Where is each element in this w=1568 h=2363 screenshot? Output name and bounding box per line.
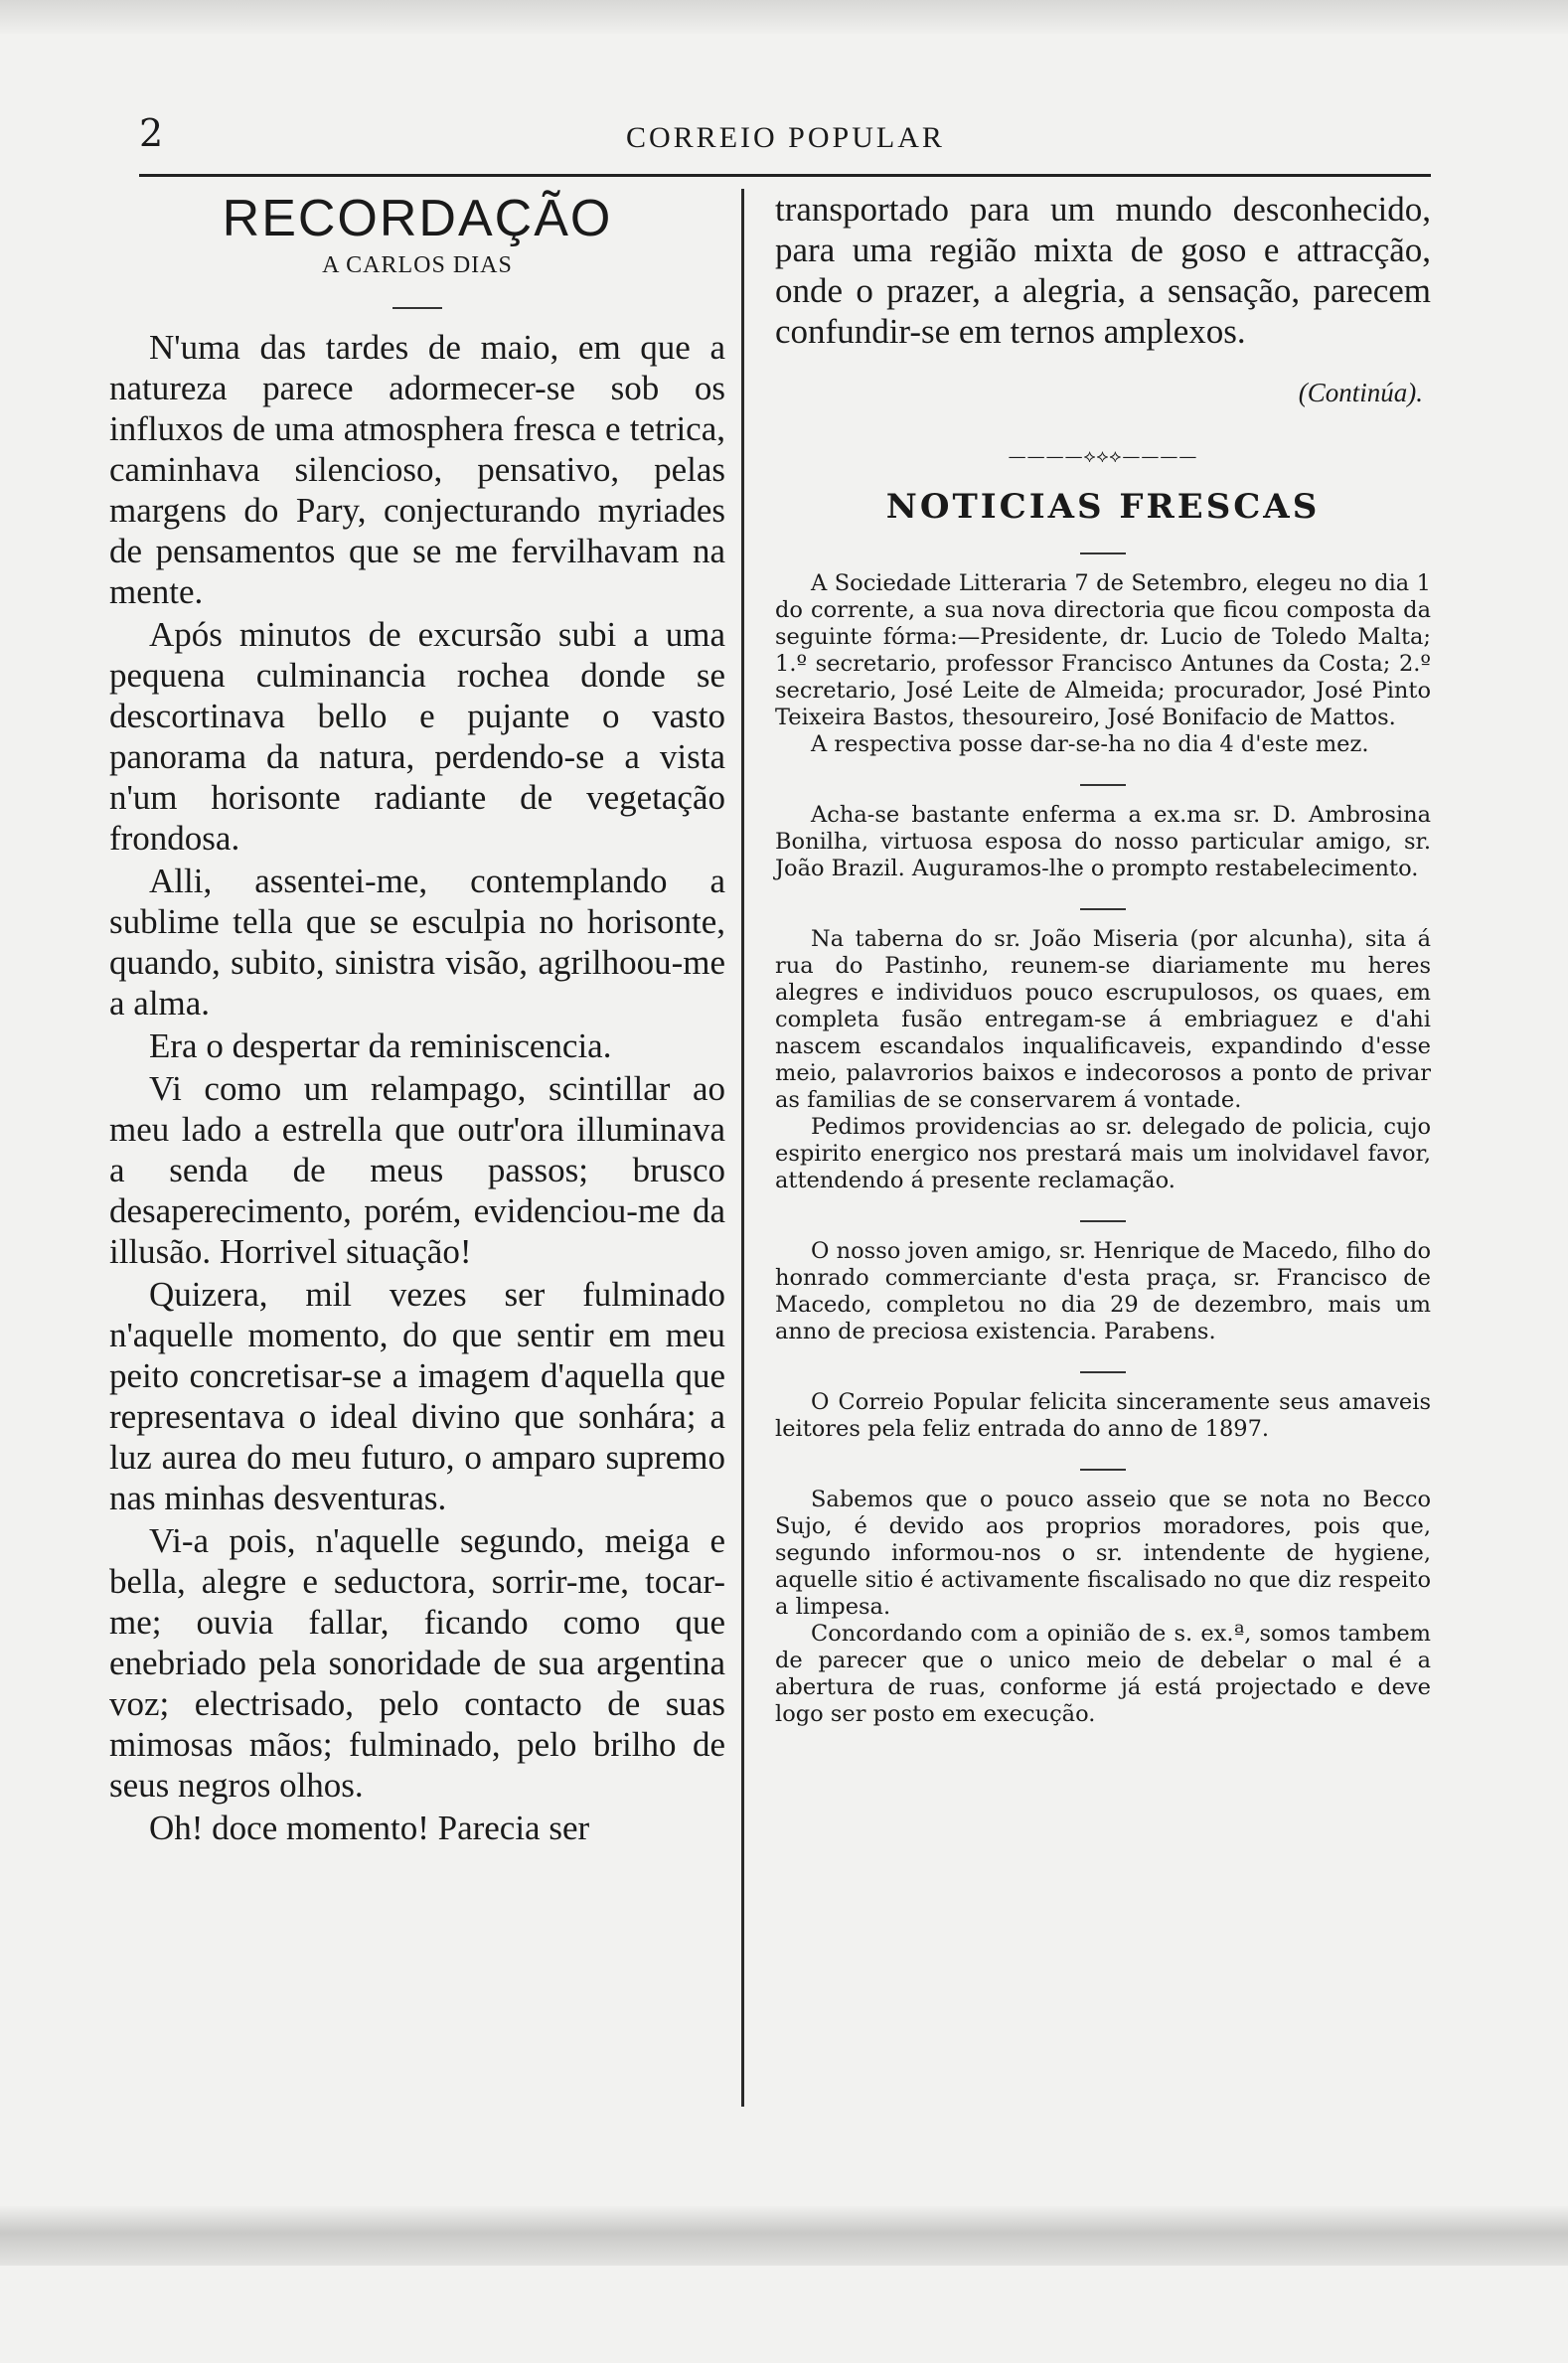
news-separator — [1080, 784, 1126, 786]
scan-bottom-edge — [0, 2206, 1568, 2266]
news-paragraph: Concordando com a opinião de s. ex.ª, somos tambem de parecer que o unico meio de debelar o mal é a abertura de ruas, conforme já está projectado e deve logo ser posto em execução. — [775, 1621, 1431, 1727]
article-paragraph: Oh! doce momento! Parecia ser — [149, 1809, 590, 1847]
article-paragraph: Após minutos de excursão subi a uma pequena culminancia rochea donde se descortinava bello e pujante o vasto panorama da natura, perdendo-se a vista n'um horisonte radiante de vegetação frondosa. — [109, 615, 725, 858]
article-paragraph: Vi-a pois, n'aquelle segundo, meiga e bella, alegre e seductora, sorrir-me, tocar-me; ouvia fallar, ficando como que enebriado pela sonoridade de sua argentina voz; electrisado, pelo contacto de suas mimosas mãos; fulminado, pelo brilho de seus negros olhos. — [109, 1521, 725, 1805]
right-column — [775, 189, 1431, 1728]
article-paragraph: Era o despertar da reminiscencia. — [149, 1026, 612, 1065]
article-dedication: A CARLOS DIAS — [322, 252, 513, 278]
news-item — [775, 1238, 1431, 1345]
ornamental-divider: ————⟡⟡⟡———— — [1008, 446, 1198, 467]
news-item — [775, 926, 1431, 1194]
news-item — [775, 570, 1431, 758]
article-continuation: transportado para um mundo desconhecido, para uma região mixta de goso e attracção, onde o prazer, a alegria, a sensação, parecem confundir-se em ternos amplexos. — [775, 190, 1431, 351]
news-separator — [1080, 1371, 1126, 1373]
article-paragraph: Alli, assentei-me, contemplando a sublime tella que se esculpia no horisonte, quando, subito, sinistra visão, agrilhoou-me a alma. — [109, 862, 725, 1023]
news-paragraph: O nosso joven amigo, sr. Henrique de Macedo, filho do honrado commerciante d'esta praça, sr. Francisco de Macedo, completou no dia 29 de dezembro, mais um anno de preciosa existencia. Parabens. — [775, 1238, 1431, 1344]
news-paragraph: Na taberna do sr. João Miseria (por alcunha), sita á rua do Pastinho, reunem-se diariamente mu heres alegres e individuos pouco escrupulosos, os quaes, em completa fusão entregam-se á embriaguez e d'ahi nascem escandalos inqualificaveis, expandindo d'esse meio, palavrorios baixos e indecorosos a ponto de privar as familias de se conservarem á vontade. — [775, 926, 1431, 1113]
news-paragraph: O Correio Popular felicita sinceramente seus amaveis leitores pela feliz entrada do anno de 1897. — [775, 1389, 1431, 1442]
newspaper-name: CORREIO POPULAR — [626, 121, 945, 154]
news-paragraph: A Sociedade Litteraria 7 de Setembro, elegeu no dia 1 do corrente, a sua nova directoria que ficou composta da seguinte fórma:—Presidente, dr. Lucio de Toledo Malta; 1.º secretario, professor Francisco Antunes da Costa; 2.º secretario, José Leite de Almeida; procurador, José Pinto Teixeira Bastos, thesoureiro, José Bonifacio de Mattos. — [775, 570, 1431, 730]
news-separator — [1080, 552, 1126, 554]
article-paragraph: Vi como um relampago, scintillar ao meu lado a estrella que outr'ora illuminava a senda de meus passos; brusco desaperecimento, porém, evidenciou-me da illusão. Horrivel situação! — [109, 1069, 725, 1271]
page-number: 2 — [139, 111, 164, 155]
scan-top-edge — [0, 0, 1568, 34]
news-separator — [1080, 1469, 1126, 1471]
news-paragraph: Sabemos que o pouco asseio que se nota no Becco Sujo, é devido aos proprios moradores, pois que, segundo informou-nos o sr. intendente de hygiene, aquelle sitio é activamente fiscalisado no que diz respeito a limpesa. — [775, 1487, 1431, 1620]
news-paragraph: Pedimos providencias ao sr. delegado de policia, cujo espirito energico nos prestará mais um inolvidavel favor, attendendo á presente reclamação. — [775, 1114, 1431, 1193]
header-rule — [139, 174, 1431, 177]
title-rule — [392, 307, 442, 309]
news-item — [775, 802, 1431, 882]
column-divider — [741, 189, 744, 2107]
news-separator — [1080, 1220, 1126, 1222]
page-header — [139, 111, 1431, 171]
article-paragraph: N'uma das tardes de maio, em que a natureza parece adormecer-se sob os influxos de uma atmosphera fresca e tetrica, caminhava silencioso, pensativo, pelas margens do Pary, conjecturando myriades de pensamentos que se me fervilhavam na mente. — [109, 328, 725, 611]
news-paragraph: A respectiva posse dar-se-ha no dia 4 d'este mez. — [811, 731, 1369, 757]
left-column — [109, 189, 725, 1850]
news-separator — [1080, 908, 1126, 910]
news-section-title: NOTICIAS FRESCAS — [885, 487, 1321, 527]
continua-label: (Continúa). — [1298, 378, 1423, 407]
news-item — [775, 1389, 1431, 1443]
news-paragraph: Acha-se bastante enferma a ex.ma sr. D. Ambrosina Bonilha, virtuosa esposa do nosso particular amigo, sr. João Brazil. Auguramos-lhe o prompto restabelecimento. — [775, 802, 1431, 881]
article-title: RECORDAÇÃO — [222, 190, 613, 247]
news-item — [775, 1487, 1431, 1728]
article-paragraph: Quizera, mil vezes ser fulminado n'aquelle momento, do que sentir em meu peito concretisar-se a imagem d'aquella que representava o ideal divino que sonhára; a luz aurea do meu futuro, o amparo supremo nas minhas desventuras. — [109, 1275, 725, 1517]
